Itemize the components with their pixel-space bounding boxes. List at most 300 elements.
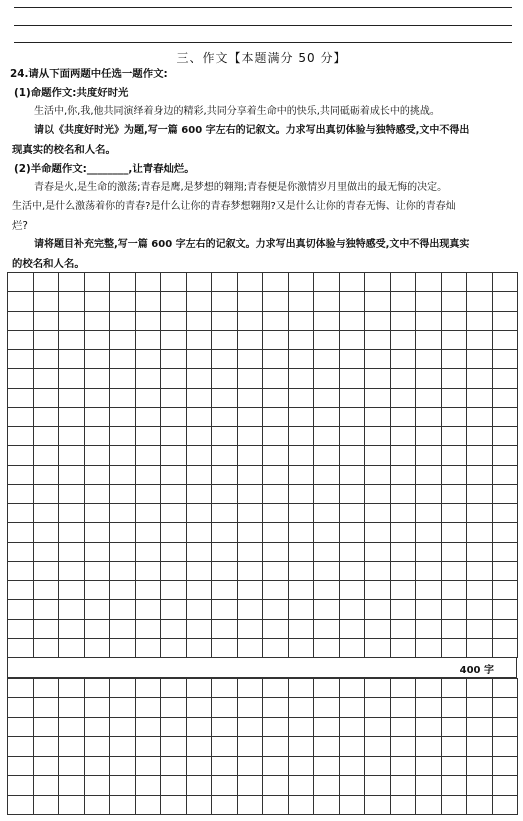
grid-cell[interactable] xyxy=(161,737,187,756)
grid-cell[interactable] xyxy=(442,776,468,795)
grid-cell[interactable] xyxy=(161,504,187,523)
grid-cell[interactable] xyxy=(161,427,187,446)
grid-cell[interactable] xyxy=(136,389,162,408)
grid-cell[interactable] xyxy=(8,292,34,311)
grid-cell[interactable] xyxy=(493,543,519,562)
grid-cell[interactable] xyxy=(340,446,366,465)
grid-cell[interactable] xyxy=(263,718,289,737)
grid-cell[interactable] xyxy=(59,273,85,292)
grid-cell[interactable] xyxy=(136,292,162,311)
grid-cell[interactable] xyxy=(365,369,391,388)
grid-cell[interactable] xyxy=(314,369,340,388)
grid-cell[interactable] xyxy=(136,543,162,562)
grid-cell[interactable] xyxy=(59,446,85,465)
grid-cell[interactable] xyxy=(263,698,289,717)
grid-cell[interactable] xyxy=(314,796,340,815)
grid-cell[interactable] xyxy=(34,369,60,388)
grid-cell[interactable] xyxy=(34,776,60,795)
grid-cell[interactable] xyxy=(416,639,442,658)
grid-cell[interactable] xyxy=(34,273,60,292)
grid-cell[interactable] xyxy=(289,639,315,658)
grid-cell[interactable] xyxy=(85,446,111,465)
grid-cell[interactable] xyxy=(442,581,468,600)
grid-cell[interactable] xyxy=(187,446,213,465)
grid-cell[interactable] xyxy=(238,273,264,292)
grid-cell[interactable] xyxy=(289,350,315,369)
grid-cell[interactable] xyxy=(8,350,34,369)
grid-cell[interactable] xyxy=(187,389,213,408)
grid-cell[interactable] xyxy=(391,331,417,350)
grid-cell[interactable] xyxy=(110,581,136,600)
grid-cell[interactable] xyxy=(187,523,213,542)
grid-cell[interactable] xyxy=(110,273,136,292)
grid-cell[interactable] xyxy=(391,796,417,815)
grid-cell[interactable] xyxy=(263,446,289,465)
grid-cell[interactable] xyxy=(85,408,111,427)
grid-cell[interactable] xyxy=(238,312,264,331)
grid-cell[interactable] xyxy=(34,466,60,485)
grid-cell[interactable] xyxy=(467,350,493,369)
grid-cell[interactable] xyxy=(314,273,340,292)
grid-cell[interactable] xyxy=(467,427,493,446)
grid-cell[interactable] xyxy=(110,776,136,795)
grid-cell[interactable] xyxy=(161,562,187,581)
grid-cell[interactable] xyxy=(467,446,493,465)
grid-cell[interactable] xyxy=(340,796,366,815)
grid-cell[interactable] xyxy=(493,523,519,542)
grid-cell[interactable] xyxy=(263,796,289,815)
grid-cell[interactable] xyxy=(442,796,468,815)
grid-cell[interactable] xyxy=(85,331,111,350)
grid-cell[interactable] xyxy=(136,523,162,542)
grid-cell[interactable] xyxy=(416,446,442,465)
grid-cell[interactable] xyxy=(59,600,85,619)
grid-cell[interactable] xyxy=(59,350,85,369)
grid-cell[interactable] xyxy=(85,639,111,658)
grid-cell[interactable] xyxy=(8,389,34,408)
grid-cell[interactable] xyxy=(391,639,417,658)
grid-cell[interactable] xyxy=(391,485,417,504)
grid-cell[interactable] xyxy=(136,757,162,776)
grid-cell[interactable] xyxy=(136,698,162,717)
grid-cell[interactable] xyxy=(8,600,34,619)
grid-cell[interactable] xyxy=(493,273,519,292)
grid-cell[interactable] xyxy=(314,350,340,369)
grid-cell[interactable] xyxy=(365,737,391,756)
grid-cell[interactable] xyxy=(136,679,162,698)
grid-cell[interactable] xyxy=(391,737,417,756)
grid-cell[interactable] xyxy=(340,737,366,756)
grid-cell[interactable] xyxy=(391,620,417,639)
grid-cell[interactable] xyxy=(391,757,417,776)
grid-cell[interactable] xyxy=(493,427,519,446)
grid-cell[interactable] xyxy=(110,639,136,658)
grid-cell[interactable] xyxy=(212,718,238,737)
grid-cell[interactable] xyxy=(212,446,238,465)
grid-cell[interactable] xyxy=(110,698,136,717)
grid-cell[interactable] xyxy=(340,543,366,562)
grid-cell[interactable] xyxy=(85,757,111,776)
grid-cell[interactable] xyxy=(85,698,111,717)
grid-cell[interactable] xyxy=(365,427,391,446)
grid-cell[interactable] xyxy=(59,639,85,658)
grid-cell[interactable] xyxy=(416,369,442,388)
grid-cell[interactable] xyxy=(161,389,187,408)
grid-cell[interactable] xyxy=(212,679,238,698)
grid-cell[interactable] xyxy=(416,292,442,311)
grid-cell[interactable] xyxy=(442,639,468,658)
grid-cell[interactable] xyxy=(212,776,238,795)
grid-cell[interactable] xyxy=(85,504,111,523)
grid-cell[interactable] xyxy=(263,543,289,562)
grid-cell[interactable] xyxy=(289,523,315,542)
grid-cell[interactable] xyxy=(416,312,442,331)
grid-cell[interactable] xyxy=(365,620,391,639)
grid-cell[interactable] xyxy=(238,776,264,795)
grid-cell[interactable] xyxy=(238,331,264,350)
grid-cell[interactable] xyxy=(467,581,493,600)
grid-cell[interactable] xyxy=(493,312,519,331)
grid-cell[interactable] xyxy=(34,427,60,446)
grid-cell[interactable] xyxy=(416,796,442,815)
grid-cell[interactable] xyxy=(161,523,187,542)
grid-cell[interactable] xyxy=(289,369,315,388)
grid-cell[interactable] xyxy=(110,350,136,369)
grid-cell[interactable] xyxy=(493,485,519,504)
grid-cell[interactable] xyxy=(493,292,519,311)
grid-cell[interactable] xyxy=(59,485,85,504)
grid-cell[interactable] xyxy=(416,757,442,776)
grid-cell[interactable] xyxy=(493,504,519,523)
grid-cell[interactable] xyxy=(365,776,391,795)
grid-cell[interactable] xyxy=(467,389,493,408)
grid-cell[interactable] xyxy=(34,737,60,756)
grid-cell[interactable] xyxy=(289,292,315,311)
grid-cell[interactable] xyxy=(340,350,366,369)
grid-cell[interactable] xyxy=(314,757,340,776)
grid-cell[interactable] xyxy=(263,776,289,795)
grid-cell[interactable] xyxy=(161,466,187,485)
grid-cell[interactable] xyxy=(289,331,315,350)
grid-cell[interactable] xyxy=(85,562,111,581)
grid-cell[interactable] xyxy=(365,718,391,737)
grid-cell[interactable] xyxy=(212,312,238,331)
grid-cell[interactable] xyxy=(263,292,289,311)
grid-cell[interactable] xyxy=(314,639,340,658)
grid-cell[interactable] xyxy=(340,273,366,292)
grid-cell[interactable] xyxy=(416,389,442,408)
grid-cell[interactable] xyxy=(161,485,187,504)
grid-cell[interactable] xyxy=(187,562,213,581)
grid-cell[interactable] xyxy=(8,620,34,639)
grid-cell[interactable] xyxy=(365,331,391,350)
grid-cell[interactable] xyxy=(263,757,289,776)
grid-cell[interactable] xyxy=(34,446,60,465)
grid-cell[interactable] xyxy=(314,389,340,408)
grid-cell[interactable] xyxy=(59,679,85,698)
grid-cell[interactable] xyxy=(289,312,315,331)
grid-cell[interactable] xyxy=(110,504,136,523)
grid-cell[interactable] xyxy=(263,600,289,619)
grid-cell[interactable] xyxy=(161,698,187,717)
grid-cell[interactable] xyxy=(85,581,111,600)
grid-cell[interactable] xyxy=(161,776,187,795)
grid-cell[interactable] xyxy=(85,427,111,446)
grid-cell[interactable] xyxy=(187,776,213,795)
grid-cell[interactable] xyxy=(212,331,238,350)
grid-cell[interactable] xyxy=(493,581,519,600)
grid-cell[interactable] xyxy=(289,757,315,776)
grid-cell[interactable] xyxy=(365,757,391,776)
grid-cell[interactable] xyxy=(340,369,366,388)
grid-cell[interactable] xyxy=(161,679,187,698)
grid-cell[interactable] xyxy=(416,466,442,485)
grid-cell[interactable] xyxy=(34,620,60,639)
grid-cell[interactable] xyxy=(85,273,111,292)
grid-cell[interactable] xyxy=(467,620,493,639)
grid-cell[interactable] xyxy=(8,776,34,795)
grid-cell[interactable] xyxy=(467,312,493,331)
grid-cell[interactable] xyxy=(8,737,34,756)
grid-cell[interactable] xyxy=(314,331,340,350)
grid-cell[interactable] xyxy=(493,600,519,619)
grid-cell[interactable] xyxy=(340,466,366,485)
grid-cell[interactable] xyxy=(110,485,136,504)
grid-cell[interactable] xyxy=(136,504,162,523)
grid-cell[interactable] xyxy=(187,620,213,639)
grid-cell[interactable] xyxy=(442,408,468,427)
grid-cell[interactable] xyxy=(110,427,136,446)
grid-cell[interactable] xyxy=(161,408,187,427)
grid-cell[interactable] xyxy=(365,600,391,619)
grid-cell[interactable] xyxy=(391,581,417,600)
grid-cell[interactable] xyxy=(34,504,60,523)
grid-cell[interactable] xyxy=(467,485,493,504)
grid-cell[interactable] xyxy=(340,504,366,523)
grid-cell[interactable] xyxy=(59,408,85,427)
grid-cell[interactable] xyxy=(493,796,519,815)
grid-cell[interactable] xyxy=(467,543,493,562)
grid-cell[interactable] xyxy=(467,562,493,581)
grid-cell[interactable] xyxy=(416,427,442,446)
grid-cell[interactable] xyxy=(212,523,238,542)
grid-cell[interactable] xyxy=(59,718,85,737)
grid-cell[interactable] xyxy=(34,581,60,600)
grid-cell[interactable] xyxy=(59,523,85,542)
grid-cell[interactable] xyxy=(212,369,238,388)
grid-cell[interactable] xyxy=(212,796,238,815)
grid-cell[interactable] xyxy=(391,562,417,581)
grid-cell[interactable] xyxy=(85,466,111,485)
grid-cell[interactable] xyxy=(34,600,60,619)
grid-cell[interactable] xyxy=(187,292,213,311)
grid-cell[interactable] xyxy=(365,504,391,523)
grid-cell[interactable] xyxy=(187,369,213,388)
grid-cell[interactable] xyxy=(263,369,289,388)
grid-cell[interactable] xyxy=(34,331,60,350)
grid-cell[interactable] xyxy=(136,620,162,639)
grid-cell[interactable] xyxy=(187,737,213,756)
grid-cell[interactable] xyxy=(212,427,238,446)
grid-cell[interactable] xyxy=(34,408,60,427)
grid-cell[interactable] xyxy=(289,737,315,756)
grid-cell[interactable] xyxy=(187,581,213,600)
grid-cell[interactable] xyxy=(442,273,468,292)
grid-cell[interactable] xyxy=(289,389,315,408)
grid-cell[interactable] xyxy=(467,523,493,542)
grid-cell[interactable] xyxy=(136,331,162,350)
grid-cell[interactable] xyxy=(289,273,315,292)
grid-cell[interactable] xyxy=(187,757,213,776)
grid-cell[interactable] xyxy=(263,485,289,504)
grid-cell[interactable] xyxy=(85,718,111,737)
grid-cell[interactable] xyxy=(263,620,289,639)
grid-cell[interactable] xyxy=(110,679,136,698)
grid-cell[interactable] xyxy=(263,523,289,542)
grid-cell[interactable] xyxy=(314,466,340,485)
grid-cell[interactable] xyxy=(416,331,442,350)
grid-cell[interactable] xyxy=(442,331,468,350)
grid-cell[interactable] xyxy=(493,562,519,581)
grid-cell[interactable] xyxy=(8,331,34,350)
grid-cell[interactable] xyxy=(212,504,238,523)
grid-cell[interactable] xyxy=(136,427,162,446)
grid-cell[interactable] xyxy=(85,679,111,698)
grid-cell[interactable] xyxy=(110,562,136,581)
grid-cell[interactable] xyxy=(289,600,315,619)
grid-cell[interactable] xyxy=(34,679,60,698)
grid-cell[interactable] xyxy=(263,639,289,658)
grid-cell[interactable] xyxy=(59,757,85,776)
grid-cell[interactable] xyxy=(238,427,264,446)
grid-cell[interactable] xyxy=(391,312,417,331)
grid-cell[interactable] xyxy=(161,369,187,388)
grid-cell[interactable] xyxy=(391,389,417,408)
grid-cell[interactable] xyxy=(493,679,519,698)
grid-cell[interactable] xyxy=(212,620,238,639)
grid-cell[interactable] xyxy=(85,485,111,504)
grid-cell[interactable] xyxy=(416,679,442,698)
grid-cell[interactable] xyxy=(365,312,391,331)
grid-cell[interactable] xyxy=(340,427,366,446)
grid-cell[interactable] xyxy=(391,369,417,388)
grid-cell[interactable] xyxy=(493,776,519,795)
grid-cell[interactable] xyxy=(34,543,60,562)
grid-cell[interactable] xyxy=(85,543,111,562)
writing-grid-upper[interactable] xyxy=(7,272,518,658)
grid-cell[interactable] xyxy=(161,446,187,465)
grid-cell[interactable] xyxy=(493,639,519,658)
grid-cell[interactable] xyxy=(8,523,34,542)
grid-cell[interactable] xyxy=(365,446,391,465)
grid-cell[interactable] xyxy=(136,639,162,658)
grid-cell[interactable] xyxy=(110,600,136,619)
grid-cell[interactable] xyxy=(263,312,289,331)
grid-cell[interactable] xyxy=(110,369,136,388)
grid-cell[interactable] xyxy=(263,389,289,408)
grid-cell[interactable] xyxy=(110,620,136,639)
grid-cell[interactable] xyxy=(340,331,366,350)
grid-cell[interactable] xyxy=(314,562,340,581)
grid-cell[interactable] xyxy=(59,581,85,600)
grid-cell[interactable] xyxy=(314,698,340,717)
grid-cell[interactable] xyxy=(416,581,442,600)
grid-cell[interactable] xyxy=(136,485,162,504)
grid-cell[interactable] xyxy=(365,679,391,698)
grid-cell[interactable] xyxy=(59,796,85,815)
grid-cell[interactable] xyxy=(85,292,111,311)
grid-cell[interactable] xyxy=(8,796,34,815)
grid-cell[interactable] xyxy=(340,679,366,698)
grid-cell[interactable] xyxy=(212,292,238,311)
grid-cell[interactable] xyxy=(340,718,366,737)
grid-cell[interactable] xyxy=(493,718,519,737)
grid-cell[interactable] xyxy=(416,543,442,562)
grid-cell[interactable] xyxy=(289,718,315,737)
grid-cell[interactable] xyxy=(8,504,34,523)
grid-cell[interactable] xyxy=(416,408,442,427)
grid-cell[interactable] xyxy=(85,350,111,369)
grid-cell[interactable] xyxy=(34,389,60,408)
grid-cell[interactable] xyxy=(442,600,468,619)
writing-grid-lower[interactable] xyxy=(7,678,518,815)
grid-cell[interactable] xyxy=(85,776,111,795)
grid-cell[interactable] xyxy=(187,796,213,815)
grid-cell[interactable] xyxy=(289,427,315,446)
grid-cell[interactable] xyxy=(8,273,34,292)
grid-cell[interactable] xyxy=(340,620,366,639)
grid-cell[interactable] xyxy=(263,273,289,292)
grid-cell[interactable] xyxy=(238,698,264,717)
grid-cell[interactable] xyxy=(365,562,391,581)
grid-cell[interactable] xyxy=(314,504,340,523)
grid-cell[interactable] xyxy=(416,504,442,523)
grid-cell[interactable] xyxy=(161,757,187,776)
grid-cell[interactable] xyxy=(8,718,34,737)
grid-cell[interactable] xyxy=(365,698,391,717)
grid-cell[interactable] xyxy=(467,273,493,292)
grid-cell[interactable] xyxy=(187,427,213,446)
grid-cell[interactable] xyxy=(34,562,60,581)
grid-cell[interactable] xyxy=(34,757,60,776)
grid-cell[interactable] xyxy=(365,408,391,427)
grid-cell[interactable] xyxy=(314,312,340,331)
grid-cell[interactable] xyxy=(59,504,85,523)
grid-cell[interactable] xyxy=(263,562,289,581)
grid-cell[interactable] xyxy=(314,679,340,698)
grid-cell[interactable] xyxy=(365,543,391,562)
grid-cell[interactable] xyxy=(391,718,417,737)
grid-cell[interactable] xyxy=(187,466,213,485)
grid-cell[interactable] xyxy=(442,427,468,446)
grid-cell[interactable] xyxy=(467,369,493,388)
grid-cell[interactable] xyxy=(314,485,340,504)
grid-cell[interactable] xyxy=(238,408,264,427)
grid-cell[interactable] xyxy=(161,639,187,658)
grid-cell[interactable] xyxy=(8,312,34,331)
grid-cell[interactable] xyxy=(212,600,238,619)
grid-cell[interactable] xyxy=(391,698,417,717)
grid-cell[interactable] xyxy=(416,776,442,795)
grid-cell[interactable] xyxy=(442,562,468,581)
grid-cell[interactable] xyxy=(136,350,162,369)
grid-cell[interactable] xyxy=(263,466,289,485)
grid-cell[interactable] xyxy=(238,562,264,581)
grid-cell[interactable] xyxy=(493,757,519,776)
grid-cell[interactable] xyxy=(187,312,213,331)
grid-cell[interactable] xyxy=(340,698,366,717)
grid-cell[interactable] xyxy=(314,408,340,427)
